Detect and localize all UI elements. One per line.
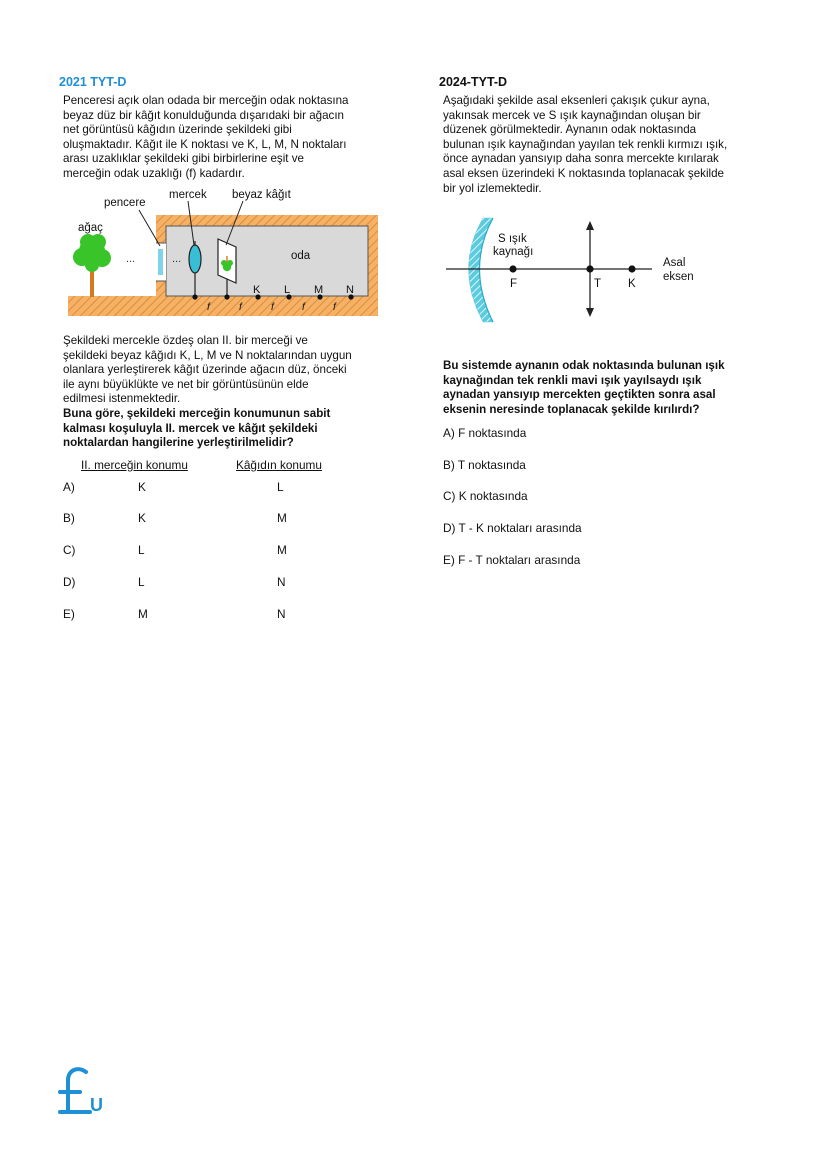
option-lens: L	[138, 575, 145, 589]
label-window: pencere	[104, 197, 146, 209]
option-letter[interactable]: C)	[63, 543, 76, 557]
logo-text: U	[90, 1095, 103, 1115]
body-line: ile aynı büyüklükte ve net bir görüntüsünün elde	[63, 377, 309, 391]
question-line: noktalardan hangilerine yerleştirilmelidir?	[63, 436, 294, 450]
left-body-text	[63, 334, 352, 451]
body-line: Şekildeki mercekle özdeş olan II. bir merceği ve	[63, 334, 308, 347]
f-label: f	[271, 302, 274, 313]
option-lens: L	[138, 543, 145, 557]
table-header-lens: II. merceğin konumu	[81, 458, 188, 472]
option-d[interactable]: D) T - K noktaları arasında	[443, 521, 582, 535]
lens-room-figure	[60, 183, 386, 323]
option-paper: N	[277, 575, 286, 589]
label-T: T	[594, 278, 602, 290]
f-label: f	[239, 302, 242, 313]
option-letter[interactable]: E)	[63, 607, 75, 621]
point-K-dot	[628, 265, 635, 272]
label-source-1: S ışık	[498, 233, 527, 245]
option-a[interactable]: A) F noktasında	[443, 426, 527, 440]
label-axis-1: Asal	[663, 257, 686, 269]
lens-icon	[189, 245, 201, 273]
option-paper: N	[277, 607, 286, 621]
intro-line: bir yol izlemektedir.	[443, 181, 542, 195]
intro-line: arası uzaklıklar şekildeki gibi birbirlerine eşit ve	[63, 152, 304, 166]
intro-line: düzenek görülmektedir. Aynanın odak noktasında	[443, 123, 697, 137]
point-M: M	[314, 284, 324, 296]
point-N: N	[346, 284, 354, 296]
intro-line: asal eksen üzerindeki K noktasında toplanacak şekilde	[443, 166, 725, 180]
point-L: L	[284, 284, 291, 296]
intro-line: önce aynadan yansıyıp daha sonra mercekte kırılarak	[443, 152, 719, 166]
label-paper: beyaz kâğıt	[232, 189, 291, 201]
option-paper: L	[277, 480, 284, 494]
intro-line: merceğin odak uzaklığı (f) kadardır.	[63, 166, 245, 180]
left-question-header: 2021 TYT-D	[59, 75, 127, 89]
option-letter[interactable]: D)	[63, 575, 76, 589]
intro-line: oluşmaktadır. Kâğıt ile K noktası ve K, L, M, N noktaları	[63, 137, 347, 151]
question-line: Bu sistemde aynanın odak noktasında bulunan ışık	[443, 359, 725, 372]
question-line: aynadan yansıyıp mercekten geçtikten sonra asal	[443, 388, 716, 402]
f-label: f	[302, 302, 305, 313]
outside-dots: ...	[126, 253, 136, 265]
left-intro-text	[63, 94, 349, 182]
label-axis-2: eksen	[663, 271, 694, 283]
right-question-header: 2024-TYT-D	[439, 75, 508, 89]
option-lens: M	[138, 607, 148, 621]
body-line: edilmesi istenmektedir.	[63, 392, 181, 406]
option-paper: M	[277, 543, 287, 557]
option-b[interactable]: B) T noktasında	[443, 458, 526, 472]
question-line: kaynağından tek renkli mavi ışık yayılsaydı ışık	[443, 373, 702, 387]
option-e[interactable]: E) F - T noktaları arasında	[443, 553, 581, 567]
point-T-dot	[586, 265, 593, 272]
ground	[68, 296, 156, 316]
option-lens: K	[138, 480, 146, 494]
label-source-2: kaynağı	[493, 246, 534, 258]
f-label: f	[207, 302, 210, 313]
inside-dots: ...	[172, 253, 182, 265]
body-line: olanlara yerleştirerek kâğıt üzerinde ağacın düz, önceki	[63, 363, 347, 377]
label-lens: mercek	[169, 189, 207, 201]
table-header-paper: Kâğıdın konumu	[236, 458, 322, 472]
intro-line: beyaz düz bir kâğıt konulduğunda dışarıdaki bir ağacın	[63, 108, 345, 122]
question-line: Buna göre, şekildeki merceğin konumunun sabit	[63, 406, 331, 420]
point-K: K	[253, 284, 261, 296]
question-line: kalması koşuluyla II. mercek ve kâğıt şekildeki	[63, 421, 318, 435]
label-K: K	[628, 278, 636, 290]
publisher-logo-icon	[56, 1064, 104, 1120]
f-label: f	[333, 302, 336, 313]
point-F-dot	[509, 265, 516, 272]
intro-line: yakınsak mercek ve S ışık kaynağından oluşan bir	[443, 108, 701, 122]
concave-mirror-icon	[469, 218, 494, 322]
body-line: şekildeki beyaz kâğıdı K, L, M ve N noktalarından uygun	[63, 348, 352, 362]
question-line: eksenin neresinde toplanacak şekilde kırılırdı?	[443, 402, 700, 416]
tree-icon	[73, 234, 111, 272]
right-intro-text	[443, 94, 727, 196]
intro-line: Penceresi açık olan odada bir merceğin odak noktasına	[63, 94, 349, 107]
intro-line: bulunan ışık kaynağından yayılan tek renkli kırmızı ışık,	[443, 137, 728, 151]
window-glass	[158, 249, 163, 275]
intro-line: net görüntüsü kâğıdın üzerinde şekildeki gibi	[63, 123, 292, 137]
intro-line: Aşağıdaki şekilde asal eksenleri çakışık çukur ayna,	[443, 94, 710, 107]
label-tree: ağaç	[78, 222, 103, 234]
option-letter[interactable]: A)	[63, 480, 75, 494]
option-letter[interactable]: B)	[63, 511, 75, 525]
option-c[interactable]: C) K noktasında	[443, 489, 528, 503]
label-F: F	[510, 278, 518, 290]
option-lens: K	[138, 511, 146, 525]
option-paper: M	[277, 511, 287, 525]
right-question-text	[443, 359, 725, 417]
mirror-lens-figure	[440, 212, 710, 330]
label-room: oda	[291, 250, 311, 262]
